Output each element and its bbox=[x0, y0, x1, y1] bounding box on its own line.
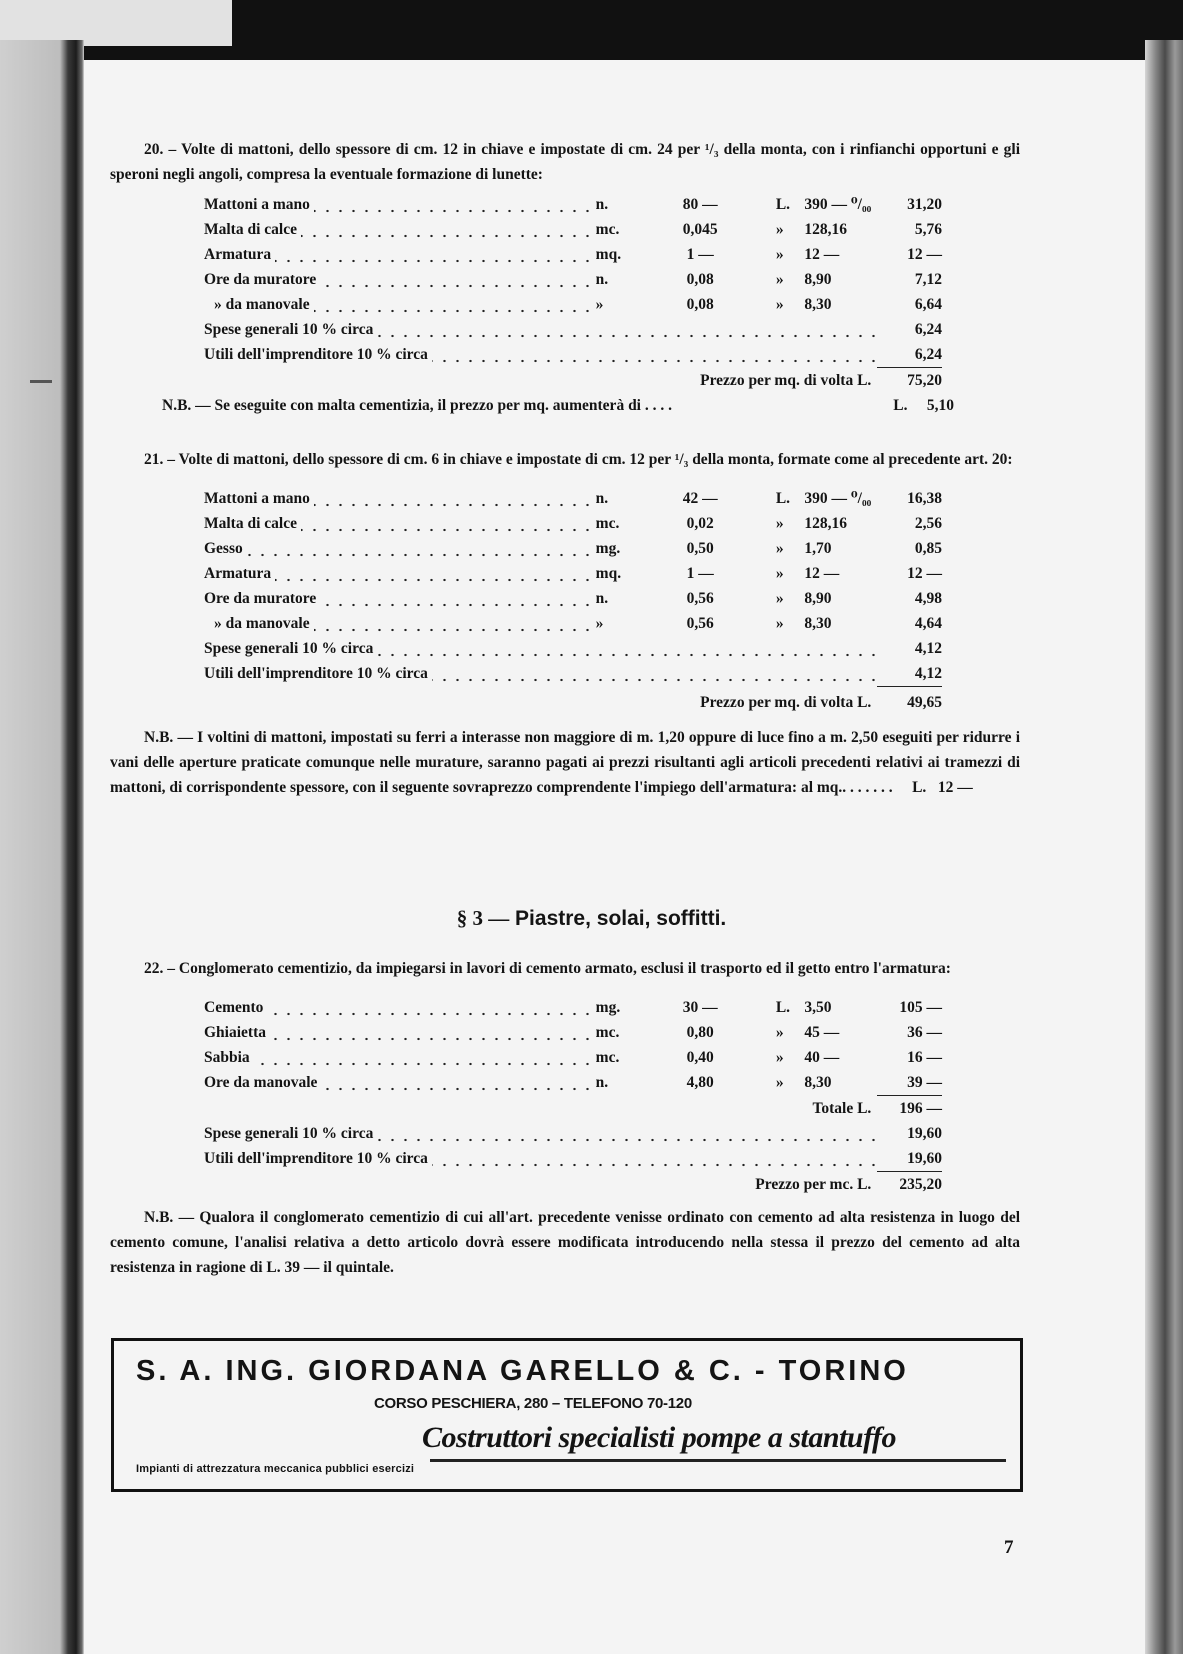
row-unit: mc. bbox=[595, 515, 620, 532]
spese-amount: 6,24 bbox=[914, 321, 942, 338]
row-price: 8,30 bbox=[804, 615, 832, 632]
article-21-nb bbox=[110, 725, 1020, 800]
row-amount: 0,85 bbox=[914, 540, 942, 557]
nb-currency: L. bbox=[893, 397, 908, 414]
row-unit: n. bbox=[595, 490, 609, 507]
row-desc: Ore da muratore bbox=[204, 590, 320, 607]
table-row bbox=[204, 267, 942, 292]
row-qty: 4,80 bbox=[686, 1074, 714, 1092]
article-21-text: – Volte di mattoni, dello spessore di cm. 6 in chiave e impostate di cm. 12 per ¹/₃ della monta, formate come al precedente art. 20: bbox=[167, 451, 1013, 468]
article-20 bbox=[110, 137, 1021, 418]
utili-amount: 19,60 bbox=[877, 1146, 942, 1172]
row-unit: mq. bbox=[595, 565, 622, 582]
row-desc: » da manovale bbox=[204, 615, 314, 632]
row-unit: mg. bbox=[595, 999, 621, 1016]
row-desc: Mattoni a mano bbox=[204, 490, 314, 507]
article-21 bbox=[110, 447, 1021, 800]
row-price: 40 — bbox=[804, 1049, 840, 1066]
row-desc: Ore da manovale bbox=[204, 1074, 321, 1091]
row-desc: Armatura bbox=[204, 246, 275, 263]
nb-text: — Qualora il conglomerato cementizio di cui all'art. precedente venisse ordinato con cemento ad alta resistenza in luogo del cemento comune, l'analisi relativa a detto articolo dovrà essere modificata introducendo nella stessa il prezzo del cemento ad alta resistenza in ragione di L. 39 — il quintale. bbox=[110, 1209, 1021, 1276]
row-unit: n. bbox=[595, 271, 609, 288]
table-row bbox=[204, 995, 942, 1020]
nb-label: N.B. bbox=[144, 1209, 174, 1226]
subtotal-amount: 196 — bbox=[899, 1100, 942, 1117]
row-price: 8,30 bbox=[804, 296, 832, 313]
row-amount: 4,64 bbox=[914, 615, 942, 632]
row-price: 390 — ⁰/₀₀ bbox=[804, 490, 872, 507]
row-amount: 6,64 bbox=[914, 296, 942, 313]
row-unit: mq. bbox=[595, 246, 622, 263]
row-price: 12 — bbox=[804, 565, 840, 582]
row-currency: » bbox=[775, 515, 784, 532]
table-row bbox=[204, 561, 942, 586]
utili-label: Utili dell'imprenditore 10 % circa bbox=[204, 1150, 432, 1167]
row-amount: 7,12 bbox=[914, 271, 942, 288]
ad-name: GIORDANA GARELLO & C. - TORINO bbox=[308, 1355, 909, 1387]
ad-prefix: S. A. bbox=[136, 1355, 215, 1387]
row-desc: Malta di calce bbox=[204, 515, 301, 532]
row-currency: L. bbox=[775, 490, 791, 507]
row-desc: Sabbia bbox=[204, 1049, 254, 1066]
row-unit: » bbox=[595, 296, 604, 313]
row-currency: » bbox=[775, 271, 784, 288]
subtotal-row bbox=[204, 1096, 942, 1122]
utili-row bbox=[204, 1146, 942, 1172]
row-amount: 2,56 bbox=[914, 515, 942, 532]
table-row bbox=[204, 611, 942, 636]
row-price: 12 — bbox=[804, 246, 840, 263]
row-price: 1,70 bbox=[804, 540, 832, 557]
article-22-number: 22. bbox=[144, 960, 164, 977]
nb-label: N.B. bbox=[144, 728, 174, 746]
row-amount: 12 — bbox=[907, 565, 942, 582]
total-row bbox=[204, 368, 942, 394]
table-row bbox=[204, 192, 942, 217]
row-currency: » bbox=[775, 221, 784, 238]
table-row bbox=[204, 1020, 942, 1045]
page-number: 7 bbox=[1004, 1537, 1014, 1558]
total-row bbox=[204, 1172, 942, 1198]
spese-row bbox=[204, 636, 942, 661]
spese-row bbox=[204, 1121, 942, 1146]
article-22-text: – Conglomerato cementizio, da impiegarsi in lavori di cemento armato, esclusi il trasporto ed il getto entro l'armatura: bbox=[167, 960, 951, 977]
utili-amount: 4,12 bbox=[877, 661, 942, 687]
row-qty: 0,50 bbox=[686, 540, 714, 557]
row-qty: 0,56 bbox=[686, 615, 714, 632]
row-price: 128,16 bbox=[804, 515, 847, 532]
total-amount: 75,20 bbox=[907, 372, 942, 389]
row-desc: Ghiaietta bbox=[204, 1024, 270, 1041]
row-qty: 30 — bbox=[682, 999, 718, 1016]
row-unit: n. bbox=[595, 590, 609, 607]
row-qty: 80 — bbox=[682, 196, 718, 213]
row-qty: 42 — bbox=[682, 490, 718, 507]
row-currency: L. bbox=[775, 196, 791, 213]
spese-label: Spese generali 10 % circa bbox=[204, 640, 377, 657]
utili-row bbox=[204, 342, 942, 368]
row-currency: » bbox=[775, 590, 784, 607]
spese-amount: 4,12 bbox=[914, 640, 942, 657]
table-row bbox=[204, 1070, 942, 1096]
utili-amount: 6,24 bbox=[877, 342, 942, 368]
total-label: Prezzo per mc. L. bbox=[755, 1175, 872, 1193]
row-qty: 0,02 bbox=[686, 515, 714, 532]
row-price: 8,90 bbox=[804, 271, 832, 288]
row-price: 390 — ⁰/₀₀ bbox=[804, 196, 872, 213]
row-unit: mc. bbox=[595, 1024, 620, 1041]
nb-amount: 5,10 bbox=[926, 397, 954, 414]
margin-mark bbox=[30, 380, 52, 383]
article-21-number: 21. bbox=[144, 451, 164, 468]
row-amount: 31,20 bbox=[907, 196, 942, 213]
row-qty: 0,80 bbox=[686, 1024, 714, 1041]
section-name: Piastre, solai, soffitti. bbox=[515, 907, 727, 930]
total-amount: 49,65 bbox=[907, 694, 942, 712]
article-22-nb bbox=[110, 1205, 1020, 1280]
row-amount: 105 — bbox=[899, 999, 942, 1016]
row-price: 8,90 bbox=[804, 590, 832, 607]
ad-divider bbox=[430, 1459, 1006, 1462]
ad-ing: ING. bbox=[225, 1355, 298, 1387]
row-amount: 36 — bbox=[907, 1024, 942, 1041]
spese-label: Spese generali 10 % circa bbox=[204, 321, 377, 338]
section-title bbox=[0, 906, 1183, 931]
section-symbol: § 3 — bbox=[456, 906, 510, 930]
utili-row bbox=[204, 661, 942, 687]
total-label: Prezzo per mq. di volta L. bbox=[700, 371, 872, 389]
row-unit: n. bbox=[595, 1074, 609, 1092]
utili-label: Utili dell'imprenditore 10 % circa bbox=[204, 665, 432, 682]
table-row bbox=[204, 486, 942, 511]
ad-address: CORSO PESCHIERA, 280 – TELEFONO 70-120 bbox=[374, 1395, 692, 1412]
ad-company-name bbox=[136, 1355, 909, 1388]
nb-label: N.B. bbox=[162, 397, 192, 414]
row-amount: 39 — bbox=[877, 1070, 942, 1096]
spese-row bbox=[204, 317, 942, 342]
row-unit: mc. bbox=[595, 1049, 620, 1066]
table-row bbox=[204, 586, 942, 611]
row-desc: » da manovale bbox=[204, 296, 314, 313]
row-currency: » bbox=[775, 1074, 784, 1092]
row-amount: 5,76 bbox=[914, 221, 942, 238]
article-22-intro bbox=[110, 956, 1020, 981]
row-currency: » bbox=[775, 1024, 784, 1041]
article-21-table bbox=[204, 486, 942, 719]
nb-currency: L. bbox=[912, 778, 927, 796]
table-row bbox=[204, 1045, 942, 1070]
row-currency: » bbox=[775, 540, 784, 557]
row-qty: 0,08 bbox=[686, 271, 714, 288]
row-desc: Armatura bbox=[204, 565, 275, 582]
table-row bbox=[204, 511, 942, 536]
nb-text: — Se eseguite con malta cementizia, il prezzo per mq. aumenterà di . . . . bbox=[195, 397, 672, 414]
article-20-nb bbox=[162, 393, 954, 418]
scan-border-right bbox=[1145, 40, 1183, 1654]
article-20-number: 20. bbox=[144, 141, 164, 158]
row-desc: Ore da muratore bbox=[204, 271, 320, 288]
advertisement-box bbox=[111, 1338, 1023, 1492]
nb-amount: 12 — bbox=[937, 778, 973, 796]
spese-label: Spese generali 10 % circa bbox=[204, 1125, 377, 1142]
row-qty: 1 — bbox=[686, 246, 714, 263]
table-row bbox=[204, 536, 942, 561]
total-label: Prezzo per mq. di volta L. bbox=[700, 694, 872, 711]
row-unit: mg. bbox=[595, 540, 621, 557]
spese-amount: 19,60 bbox=[907, 1125, 942, 1142]
row-desc: Malta di calce bbox=[204, 221, 301, 238]
row-desc: Cemento bbox=[204, 999, 267, 1016]
subtotal-label: Totale L. bbox=[812, 1099, 872, 1117]
table-row bbox=[204, 292, 942, 317]
row-currency: L. bbox=[775, 999, 791, 1016]
row-price: 3,50 bbox=[804, 999, 832, 1016]
nb-text: — I voltini di mattoni, impostati su ferri a interasse non maggiore di m. 1,20 oppure di luce fino a m. 2,50 eseguiti per ridurre i vani delle aperture praticate comunque nelle murature, saranno pagati ai prezzi risultanti agli articoli precedenti relativi ai tramezzi di mattoni, di corrispondente spessore, con il seguente sovraprezzo comprendente l'impiego dell'armatura: al mq.. . . . . . . bbox=[110, 728, 1021, 796]
row-price: 8,30 bbox=[804, 1074, 832, 1092]
row-currency: » bbox=[775, 615, 784, 632]
row-currency: » bbox=[775, 246, 784, 263]
row-qty: 1 — bbox=[686, 565, 714, 582]
table-row bbox=[204, 217, 942, 242]
row-currency: » bbox=[775, 1049, 784, 1066]
article-22-table bbox=[204, 995, 942, 1197]
total-amount: 235,20 bbox=[899, 1176, 942, 1193]
row-qty: 0,56 bbox=[686, 590, 714, 607]
ad-slogan: Costruttori specialisti pompe a stantuffo bbox=[422, 1421, 897, 1454]
row-currency: » bbox=[775, 296, 784, 313]
article-20-intro bbox=[110, 137, 1020, 187]
row-amount: 16 — bbox=[907, 1049, 942, 1066]
article-21-intro bbox=[110, 447, 1020, 472]
row-currency: » bbox=[775, 565, 784, 582]
utili-label: Utili dell'imprenditore 10 % circa bbox=[204, 346, 432, 363]
row-desc: Gesso bbox=[204, 540, 247, 557]
row-amount: 4,98 bbox=[914, 590, 942, 607]
scan-border-left bbox=[0, 40, 84, 1654]
row-unit: mc. bbox=[595, 221, 620, 238]
article-20-table bbox=[204, 192, 942, 393]
ad-footer: Impianti di attrezzatura meccanica pubblici esercizi bbox=[136, 1463, 415, 1475]
article-22 bbox=[110, 956, 1021, 1280]
row-qty: 0,40 bbox=[686, 1049, 714, 1066]
row-desc: Mattoni a mano bbox=[204, 196, 314, 213]
total-row bbox=[204, 687, 942, 719]
row-unit: » bbox=[595, 615, 604, 632]
row-price: 128,16 bbox=[804, 221, 847, 238]
row-qty: 0,045 bbox=[682, 221, 718, 238]
table-row bbox=[204, 242, 942, 267]
row-qty: 0,08 bbox=[686, 296, 714, 313]
row-price: 45 — bbox=[804, 1024, 840, 1041]
row-amount: 16,38 bbox=[907, 490, 942, 507]
row-unit: n. bbox=[595, 196, 609, 213]
article-20-text: – Volte di mattoni, dello spessore di cm. 12 in chiave e impostate di cm. 24 per ¹/₃ della monta, con i rinfianchi opportuni e gli speroni negli angoli, compresa la eventuale formazione di lunette: bbox=[110, 141, 1021, 183]
row-amount: 12 — bbox=[907, 246, 942, 263]
